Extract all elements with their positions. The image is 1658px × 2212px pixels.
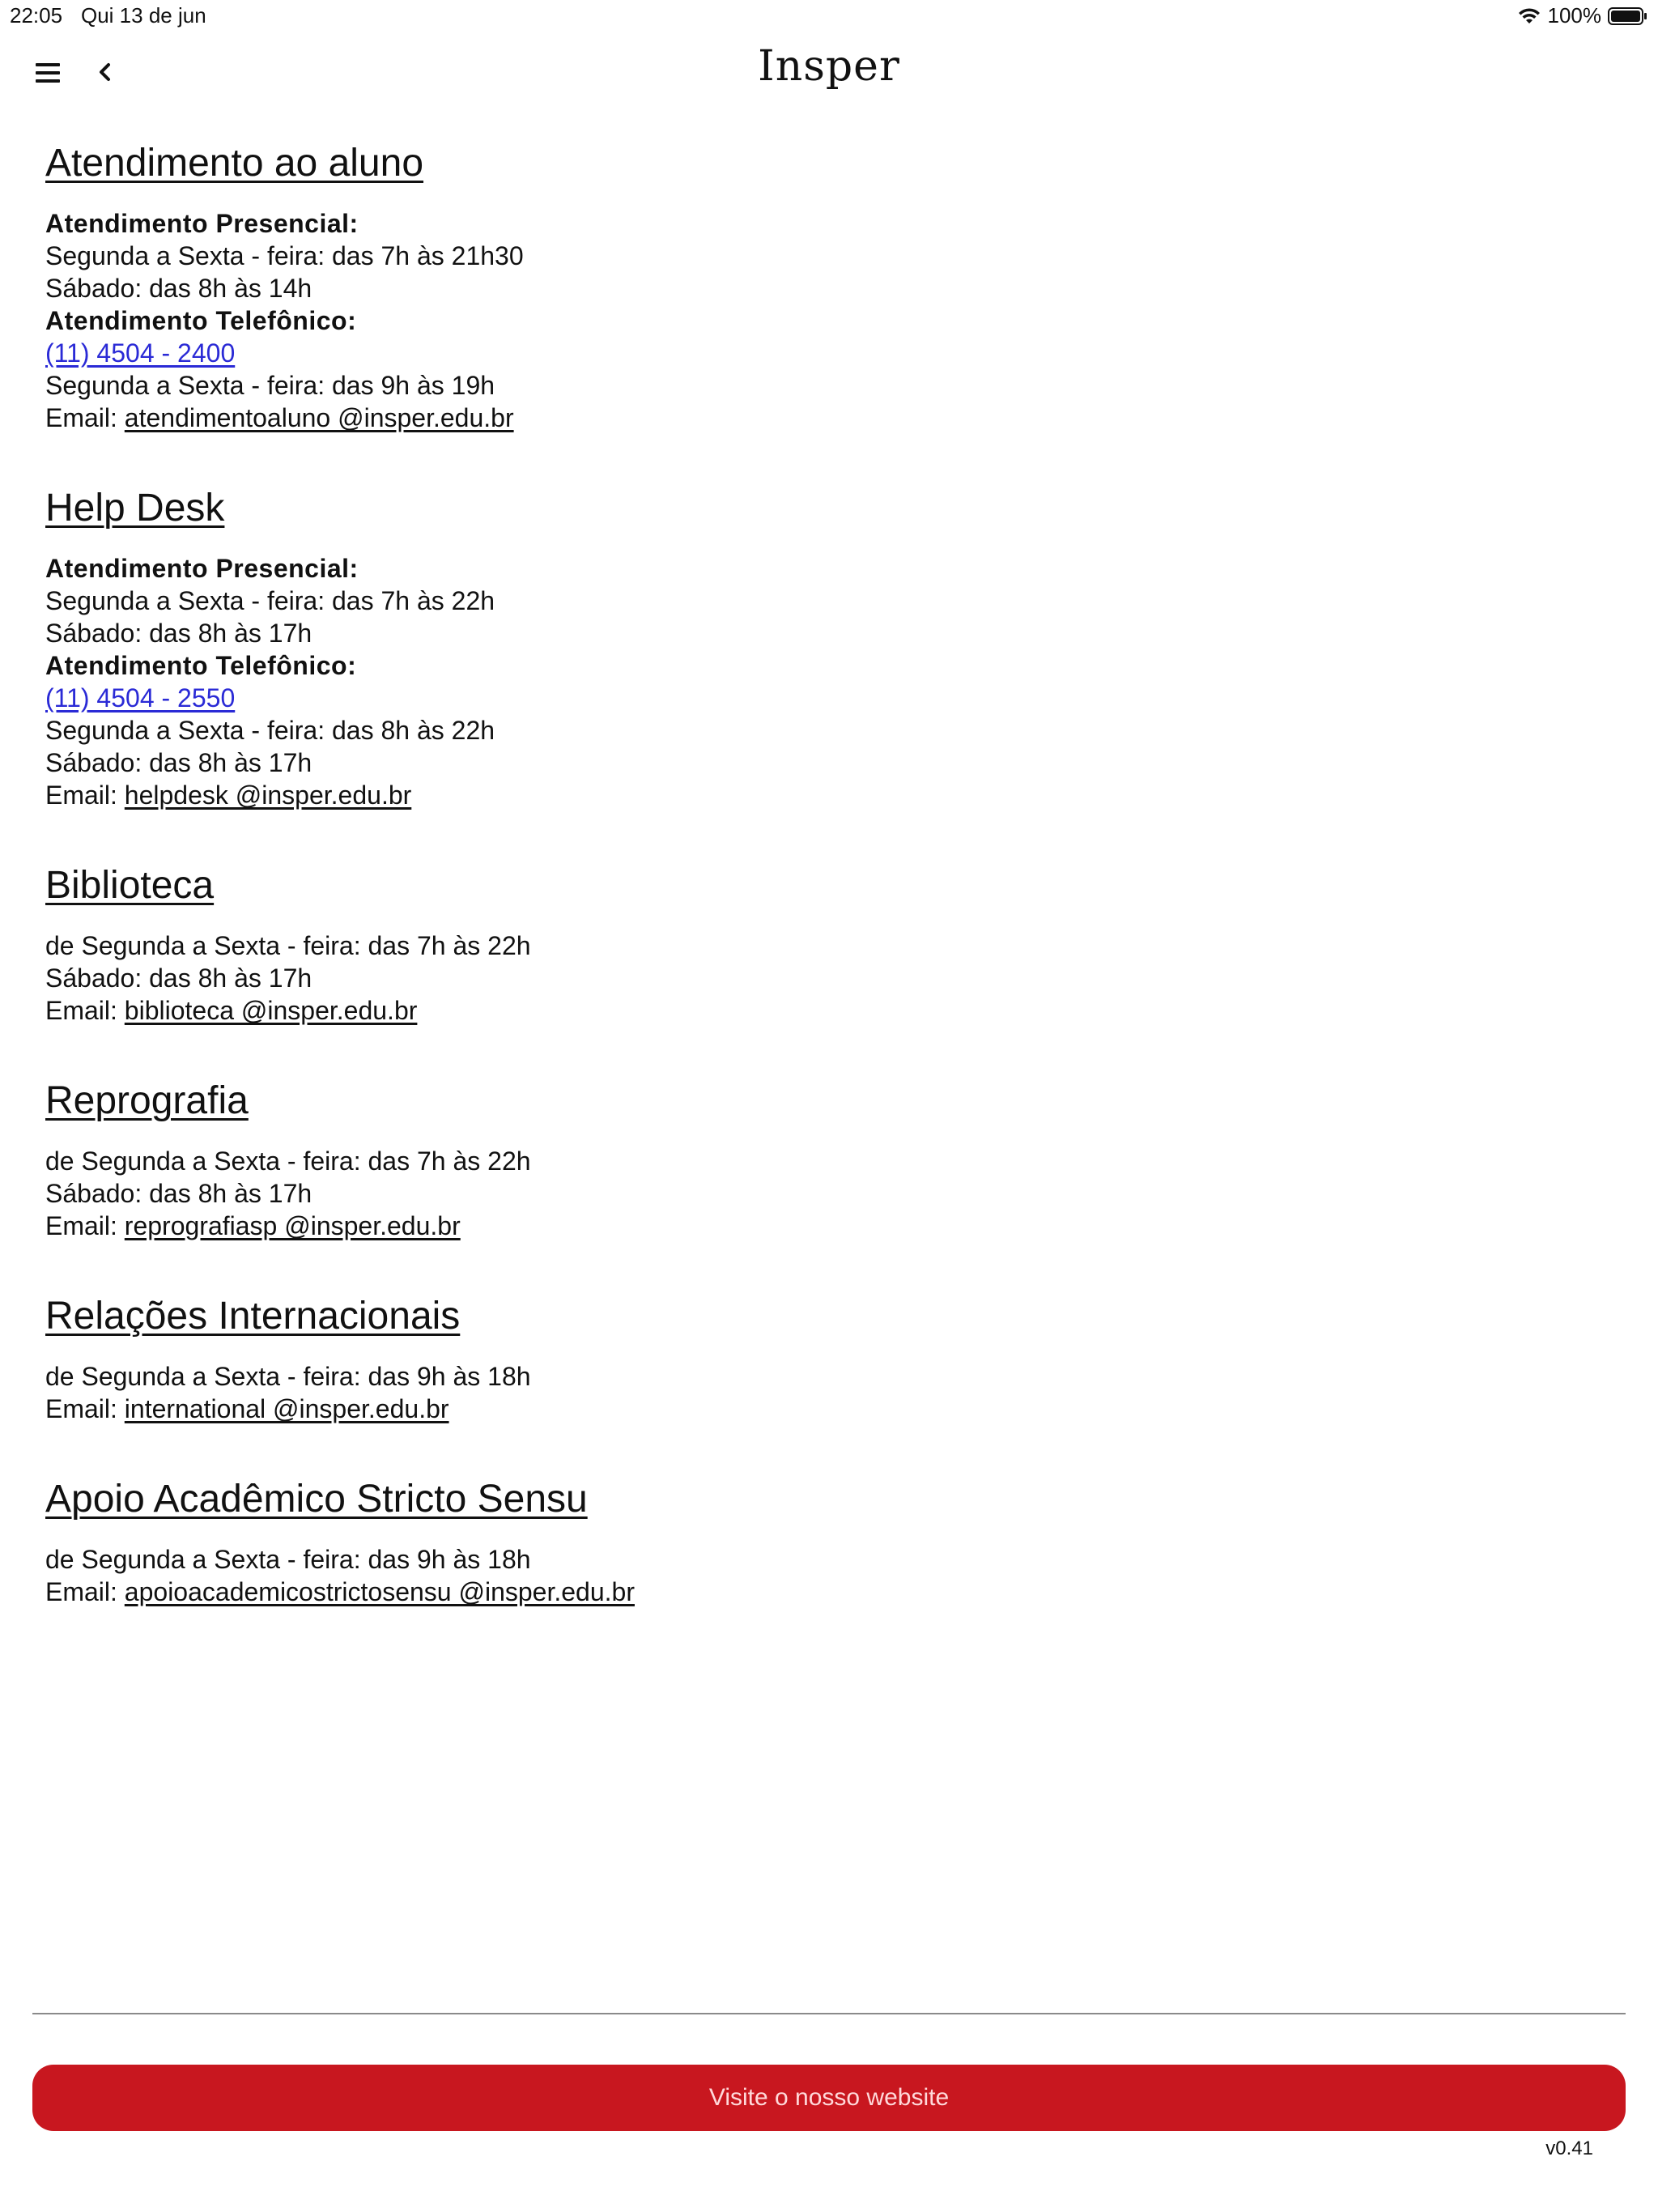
section-title-atendimento[interactable]: Atendimento ao aluno (45, 142, 424, 185)
phone-link-helpdesk[interactable]: (11) 4504 - 2550 (45, 683, 236, 713)
email-link-helpdesk[interactable]: helpdesk @insper.edu.br (124, 781, 412, 810)
section-relacoes (45, 1291, 1584, 1425)
presencial-label: Atendimento Presencial: (45, 209, 359, 238)
presencial-label: Atendimento Presencial: (45, 554, 359, 583)
section-atendimento (45, 138, 1584, 434)
weekday-hours: de Segunda a Sexta - feira: das 9h às 18h (45, 1362, 531, 1391)
section-biblioteca (45, 860, 1584, 1027)
status-date: Qui 13 de jun (81, 3, 206, 28)
presencial-weekday: Segunda a Sexta - feira: das 7h às 22h (45, 586, 495, 615)
status-bar (0, 0, 1658, 32)
phone-link-atendimento[interactable]: (11) 4504 - 2400 (45, 338, 236, 368)
section-stricto (45, 1474, 1584, 1608)
footer-divider (32, 2013, 1626, 2014)
section-title-relacoes[interactable]: Relações Internacionais (45, 1295, 461, 1338)
saturday-hours: Sábado: das 8h às 17h (45, 963, 312, 993)
telefonico-hours: Segunda a Sexta - feira: das 9h às 19h (45, 371, 495, 400)
presencial-saturday: Sábado: das 8h às 17h (45, 619, 312, 648)
email-label: Email: (45, 403, 125, 432)
email-label: Email: (45, 1211, 125, 1240)
battery-percent: 100% (1547, 3, 1601, 28)
email-link-biblioteca[interactable]: biblioteca @insper.edu.br (124, 996, 418, 1025)
section-title-biblioteca[interactable]: Biblioteca (45, 864, 215, 907)
email-label: Email: (45, 1394, 125, 1423)
weekday-hours: de Segunda a Sexta - feira: das 7h às 22h (45, 931, 531, 960)
email-row (45, 1576, 1584, 1608)
email-link-stricto[interactable]: apoioacademicostrictosensu @insper.edu.br (124, 1577, 635, 1606)
email-row (45, 994, 1584, 1027)
saturday-hours: Sábado: das 8h às 17h (45, 1179, 312, 1208)
visit-website-button[interactable]: Visite o nosso website (32, 2065, 1626, 2131)
email-row (45, 1210, 1584, 1242)
presencial-saturday: Sábado: das 8h às 14h (45, 274, 312, 303)
section-title-stricto[interactable]: Apoio Acadêmico Stricto Sensu (45, 1478, 588, 1521)
nav-bar (0, 32, 1658, 113)
brand-logo: Insper (758, 42, 900, 91)
weekday-hours: de Segunda a Sexta - feira: das 9h às 18h (45, 1545, 531, 1574)
section-title-reprografia[interactable]: Reprografia (45, 1079, 249, 1122)
telefonico-weekday: Segunda a Sexta - feira: das 8h às 22h (45, 716, 495, 745)
telefonico-label: Atendimento Telefônico: (45, 306, 357, 335)
section-reprografia (45, 1075, 1584, 1242)
email-row (45, 402, 1584, 434)
email-row (45, 779, 1584, 811)
email-row (45, 1393, 1584, 1425)
battery-icon (1608, 6, 1648, 26)
email-link-atendimento[interactable]: atendimentoaluno @insper.edu.br (124, 403, 514, 432)
app-version: v0.41 (1545, 2138, 1593, 2159)
email-link-relacoes[interactable]: international @insper.edu.br (124, 1394, 449, 1423)
email-label: Email: (45, 781, 125, 810)
weekday-hours: de Segunda a Sexta - feira: das 7h às 22h (45, 1146, 531, 1176)
presencial-weekday: Segunda a Sexta - feira: das 7h às 21h30 (45, 241, 524, 270)
email-link-reprografia[interactable]: reprografiasp @insper.edu.br (124, 1211, 461, 1240)
section-title-helpdesk[interactable]: Help Desk (45, 487, 225, 530)
email-label: Email: (45, 996, 125, 1025)
status-time: 22:05 (10, 3, 63, 28)
telefonico-saturday: Sábado: das 8h às 17h (45, 748, 312, 777)
section-helpdesk (45, 483, 1584, 811)
status-indicators (1517, 3, 1649, 28)
telefonico-label: Atendimento Telefônico: (45, 651, 357, 680)
email-label: Email: (45, 1577, 125, 1606)
contacts-content (45, 138, 1584, 1608)
wifi-icon (1517, 7, 1541, 25)
